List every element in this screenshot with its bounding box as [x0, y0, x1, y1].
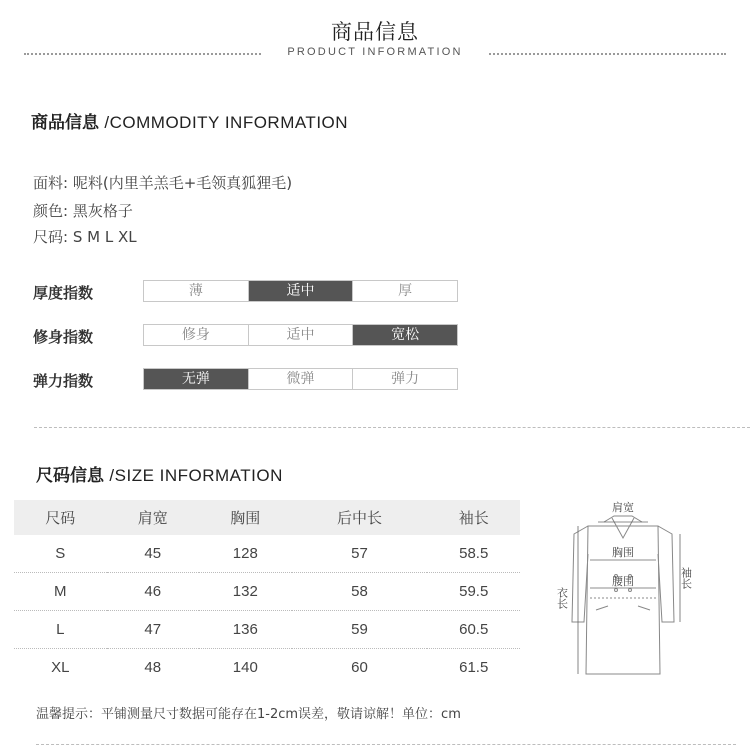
coat-right-pocket	[638, 606, 650, 610]
diagram-label-shoulder: 肩宽	[612, 501, 634, 514]
spec-label: 颜色:	[33, 202, 69, 220]
table-cell: 60.5	[427, 611, 520, 649]
page-title: 商品信息	[331, 20, 419, 44]
spec-label: 面料:	[33, 174, 69, 192]
table-cell: XL	[51, 659, 70, 676]
thickness-index-label: 厚度指数	[33, 284, 94, 302]
diagram-label-length: 衣长	[555, 587, 569, 609]
diagram-label-waist: 腰围	[612, 575, 634, 588]
coat-lapel	[612, 518, 634, 538]
table-header-row	[14, 500, 520, 535]
table-row	[14, 535, 520, 573]
table-cell: 140	[232, 659, 258, 676]
page-subtitle: PRODUCT INFORMATION	[262, 46, 488, 58]
size-table	[14, 500, 520, 686]
table-cell: 128	[199, 535, 292, 573]
table-cell: L	[14, 611, 107, 649]
size-title-en: /SIZE INFORMATION	[109, 466, 283, 485]
spec-value: S M L XL	[72, 228, 137, 246]
coat-collar	[604, 516, 642, 522]
index-option: 薄	[144, 281, 249, 301]
table-cell: 59.5	[427, 573, 520, 611]
table-cell: M	[14, 573, 107, 611]
spec-value: 呢料(内里羊羔毛+毛领真狐狸毛)	[72, 174, 293, 192]
commodity-section-title	[31, 108, 348, 133]
index-option: 无弹	[144, 369, 249, 389]
measurement-note: 温馨提示：平铺测量尺寸数据可能存在1-2cm误差，敬请谅解！单位：cm	[36, 707, 461, 722]
section-divider	[34, 427, 750, 428]
table-row	[14, 611, 520, 649]
commodity-title-cn: 商品信息	[31, 113, 99, 133]
table-cell: 60	[351, 659, 368, 676]
index-option: 弹力	[391, 371, 420, 387]
title-rule-right	[486, 53, 726, 55]
spec-label: 尺码:	[33, 228, 69, 246]
table-cell: 58	[292, 573, 428, 611]
size-title-cn: 尺码信息	[36, 466, 104, 486]
header-chest: 胸围	[199, 500, 292, 535]
table-cell: 136	[199, 611, 292, 649]
index-option: 宽松	[353, 325, 457, 345]
size-section-title	[36, 461, 283, 486]
spec-color	[33, 200, 133, 221]
index-option: 微弹	[249, 369, 354, 389]
header-sleeve: 袖长	[427, 500, 520, 535]
table-cell: 46	[107, 573, 200, 611]
fit-index-bar	[143, 324, 458, 346]
index-option: 适中	[249, 281, 354, 301]
table-row	[14, 573, 520, 611]
title-rule-left	[24, 53, 264, 55]
spec-value: 黑灰格子	[72, 202, 133, 220]
header-shoulder: 肩宽	[107, 500, 200, 535]
index-option: 厚	[398, 283, 413, 299]
table-cell: 132	[199, 573, 292, 611]
fit-index-label: 修身指数	[33, 328, 94, 346]
index-option: 修身	[144, 325, 249, 345]
coat-button	[615, 589, 618, 592]
elasticity-index-label: 弹力指数	[33, 372, 94, 390]
header-size: 尺码	[14, 500, 107, 535]
thickness-index-bar	[143, 280, 458, 302]
coat-button	[629, 589, 632, 592]
coat-left-sleeve	[572, 526, 588, 622]
table-cell: 58.5	[427, 535, 520, 573]
table-row	[14, 649, 520, 687]
table-cell: 48	[144, 659, 162, 676]
commodity-title-en: /COMMODITY INFORMATION	[104, 113, 349, 132]
elasticity-index-bar	[143, 368, 458, 390]
coat-left-pocket	[596, 606, 608, 610]
diagram-label-chest: 胸围	[612, 546, 634, 559]
index-option: 适中	[249, 325, 354, 345]
header-length: 后中长	[292, 500, 428, 535]
spec-fabric	[33, 172, 292, 193]
table-cell: 47	[107, 611, 200, 649]
coat-right-sleeve	[658, 526, 674, 622]
table-cell: 45	[107, 535, 200, 573]
table-cell: 59	[292, 611, 428, 649]
table-cell: 61.5	[459, 659, 489, 676]
bottom-divider	[36, 744, 736, 745]
table-cell: S	[14, 535, 107, 573]
diagram-label-sleeve: 袖长	[679, 567, 693, 589]
coat-measurement-diagram	[548, 494, 698, 684]
table-cell: 57	[292, 535, 428, 573]
spec-size	[33, 226, 137, 247]
